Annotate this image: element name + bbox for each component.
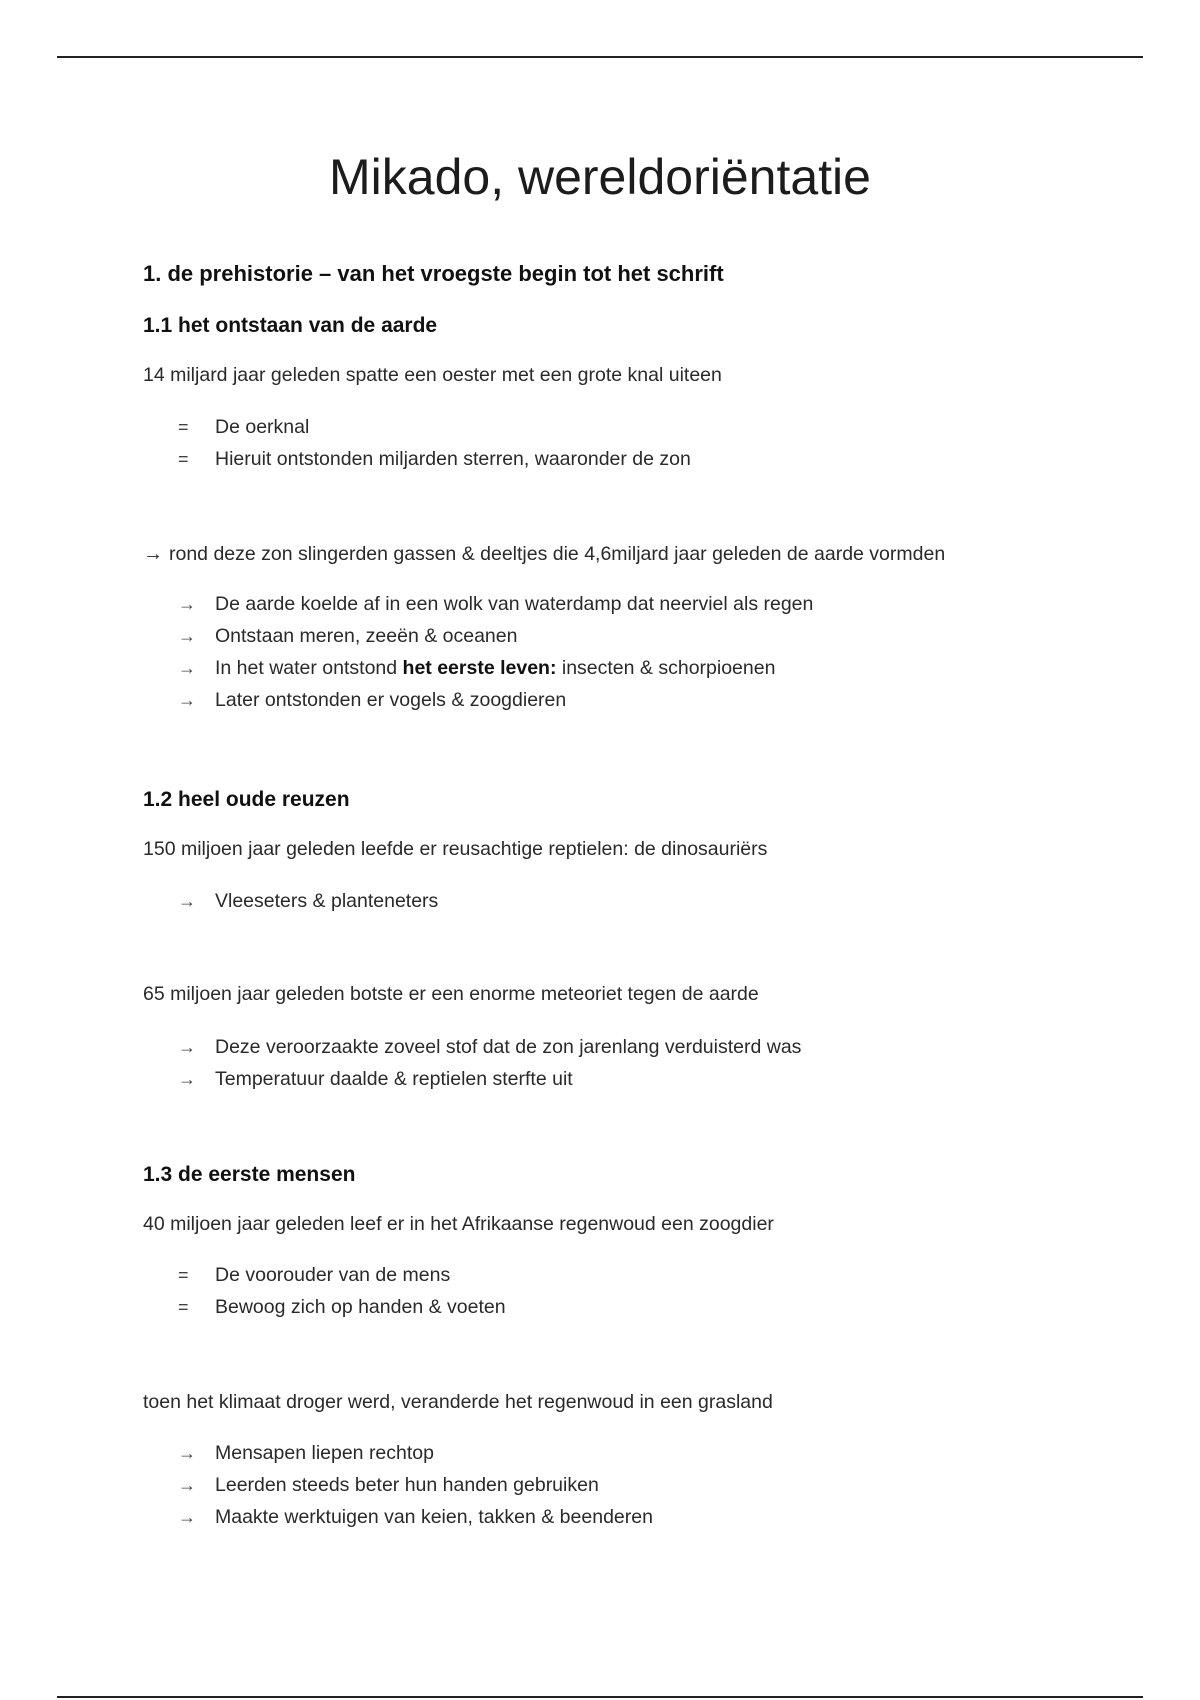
list-item-text: Vleeseters & planteneters bbox=[215, 890, 439, 912]
list-item-suffix: insecten & schorpioenen bbox=[556, 657, 776, 679]
section-heading-1-3: 1.3 de eerste mensen bbox=[143, 1163, 356, 1186]
list-item-text: De oerknal bbox=[215, 416, 310, 438]
list-item bbox=[178, 652, 813, 684]
chapter-heading: 1. de prehistorie – van het vroegste begin tot het schrift bbox=[143, 261, 724, 286]
list-item bbox=[178, 684, 813, 716]
list-item-text: De aarde koelde af in een wolk van waterdamp dat neerviel als regen bbox=[215, 593, 814, 615]
list-item-text: Ontstaan meren, zeeën & oceanen bbox=[215, 625, 518, 647]
arrow-icon: → bbox=[178, 1037, 196, 1057]
list-item-text: Mensapen liepen rechtop bbox=[215, 1442, 434, 1464]
list-item-bold: het eerste leven: bbox=[402, 657, 557, 679]
section-heading-1-1: 1.1 het ontstaan van de aarde bbox=[143, 314, 438, 337]
arrow-icon: → bbox=[178, 1443, 196, 1463]
list-item bbox=[178, 1063, 801, 1095]
list-item bbox=[178, 620, 813, 652]
list-item-text: Hieruit ontstonden miljarden sterren, waaronder de zon bbox=[215, 448, 691, 470]
list-item bbox=[178, 588, 813, 620]
equals-marker: = bbox=[178, 449, 189, 469]
section-1-3-intro: 40 miljoen jaar geleden leef er in het Afrikaanse regenwoud een zoogdier bbox=[143, 1213, 774, 1235]
arrow-icon: → bbox=[178, 1507, 196, 1527]
equals-marker: = bbox=[178, 417, 189, 437]
section-1-2-arrow-list-2 bbox=[178, 1031, 801, 1095]
list-item-text: Leerden steeds beter hun handen gebruiken bbox=[215, 1474, 599, 1496]
list-item bbox=[178, 1291, 506, 1323]
arrow-icon: → bbox=[143, 543, 163, 565]
list-item-prefix: In het water ontstond bbox=[215, 657, 403, 679]
section-1-2-arrow-list bbox=[178, 885, 438, 917]
list-item bbox=[178, 1469, 653, 1501]
top-rule bbox=[57, 56, 1143, 58]
section-1-1-arrow-list bbox=[178, 588, 813, 716]
list-item bbox=[178, 885, 438, 917]
arrow-icon: → bbox=[178, 891, 196, 911]
list-item bbox=[178, 411, 691, 443]
section-1-1-intro: 14 miljard jaar geleden spatte een oester met een grote knal uiteen bbox=[143, 364, 722, 386]
list-item bbox=[178, 1501, 653, 1533]
list-item-text: Bewoog zich op handen & voeten bbox=[215, 1296, 506, 1318]
list-item-text: Temperatuur daalde & reptielen sterfte uit bbox=[215, 1068, 573, 1090]
list-item-text: Deze veroorzaakte zoveel stof dat de zon jarenlang verduisterd was bbox=[215, 1036, 802, 1058]
equals-marker: = bbox=[178, 1265, 189, 1285]
section-heading-1-2: 1.2 heel oude reuzen bbox=[143, 788, 350, 811]
section-1-3-equals-list bbox=[178, 1259, 506, 1323]
section-1-1-arrow-paragraph bbox=[143, 543, 945, 566]
arrow-icon: → bbox=[178, 658, 196, 678]
arrow-paragraph-text: rond deze zon slingerden gassen & deeltjes die 4,6miljard jaar geleden de aarde vormden bbox=[169, 543, 946, 565]
section-1-2-paragraph-2: 65 miljoen jaar geleden botste er een enorme meteoriet tegen de aarde bbox=[143, 983, 759, 1005]
page-title: Mikado, wereldoriëntatie bbox=[329, 149, 871, 205]
list-item bbox=[178, 1437, 653, 1469]
list-item bbox=[178, 443, 691, 475]
arrow-icon: → bbox=[178, 1069, 196, 1089]
arrow-icon: → bbox=[178, 594, 196, 614]
arrow-icon: → bbox=[178, 690, 196, 710]
list-item bbox=[178, 1259, 506, 1291]
section-1-3-paragraph-2: toen het klimaat droger werd, veranderde het regenwoud in een grasland bbox=[143, 1391, 773, 1413]
arrow-icon: → bbox=[178, 1475, 196, 1495]
list-item-text: Later ontstonden er vogels & zoogdieren bbox=[215, 689, 567, 711]
section-1-1-equals-list bbox=[178, 411, 691, 475]
section-1-3-arrow-list bbox=[178, 1437, 653, 1533]
list-item-text: De voorouder van de mens bbox=[215, 1264, 451, 1286]
list-item-text: Maakte werktuigen van keien, takken & beenderen bbox=[215, 1506, 653, 1528]
section-1-2-intro: 150 miljoen jaar geleden leefde er reusachtige reptielen: de dinosauriërs bbox=[143, 838, 768, 860]
equals-marker: = bbox=[178, 1297, 189, 1317]
bottom-rule bbox=[57, 1696, 1143, 1698]
arrow-icon: → bbox=[178, 626, 196, 646]
list-item bbox=[178, 1031, 801, 1063]
